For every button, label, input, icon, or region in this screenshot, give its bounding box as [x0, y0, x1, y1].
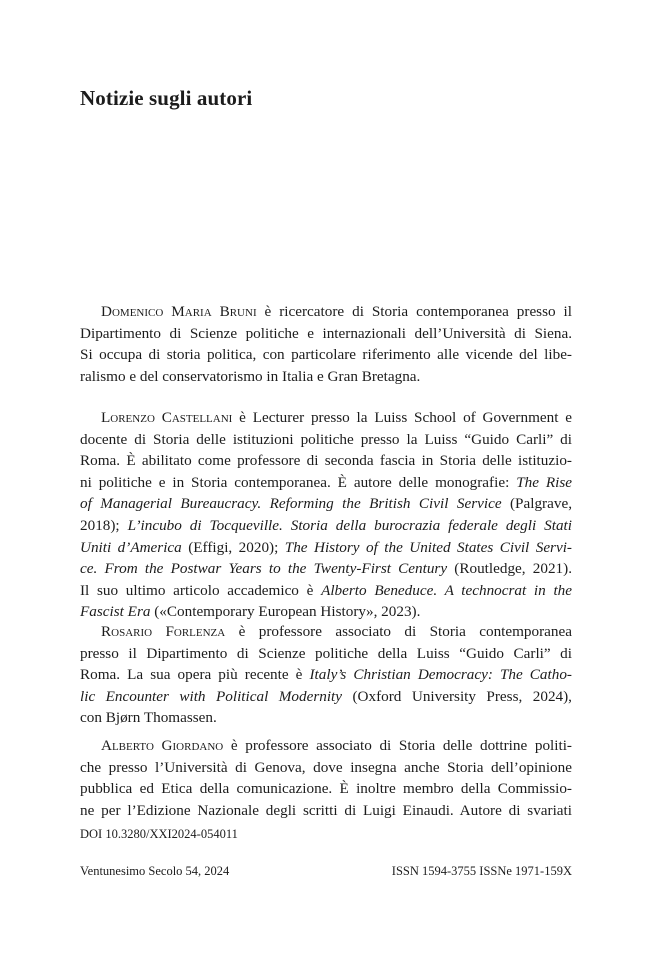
author-name: Lorenzo Castellani [101, 409, 233, 426]
author-bio-bruni [80, 301, 572, 387]
author-name: Rosario Forlenza [101, 623, 226, 640]
doi-label: DOI 10.3280/XXI2024-054011 [80, 827, 238, 841]
book-title: The History of the United States Civil Servi- [284, 538, 572, 556]
author-name: Alberto Giordano [101, 737, 224, 754]
book-title: lic Encounter with Political Modernity [80, 687, 343, 705]
article-title: Alberto Beneduce. A technocrat in the [321, 581, 573, 599]
author-bio-giordano [80, 735, 572, 821]
book-title: Uniti d’America [80, 538, 182, 556]
author-paragraph: Rosario Forlenza è professore associato di Storia contemporanea presso il Dipartimento di Scienze politiche della Luiss “Guido Carli” di Roma. La sua opera più recente è Italy’s Christian Democracy: The Catho- lic Encounter with Political Modernity (Oxford University Press, 2024), con Bjørn Thomassen. [80, 623, 572, 727]
author-name: Domenico Maria Bruni [101, 303, 257, 320]
author-bio-forlenza [80, 621, 572, 729]
issn-label: ISSN 1594-3755 ISSNe 1971-159X [391, 864, 572, 878]
page-title: Notizie sugli autori [80, 86, 253, 110]
author-paragraph: Domenico Maria Bruni è ricercatore di Storia contemporanea presso il Dipartimento di Scienze politiche e internazionali dell’Università di Siena. Si occupa di storia politica, con particolare riferimento alle vicende del libe- ralismo e del conservatorismo in Italia e Gran Bretagna. [80, 303, 572, 385]
author-paragraph: Lorenzo Castellani è Lecturer presso la Luiss School of Government e docente di Storia delle istituzioni politiche presso la Luiss “Guido Carli” di Roma. È abilitato come professore di seconda fascia in Storia delle istituzio- ni politiche e in Storia contemporanea. È autore delle monografie: The Rise of Managerial Bureaucracy. Reforming the British Civil Service (Palgrave, 2018); L’incubo di Tocqueville. Storia della burocrazia federale degli Stati Uniti d’America (Effigi, 2020); The History of the United States Civil Servi- ce. From the Postwar Years to the Twenty-First Century (Routledge, 2021). Il suo ultimo articolo accademico è Alberto Beneduce. A technocrat in the Fascist Era («Contemporary European History», 2023). [80, 409, 573, 621]
book-title: ce. From the Postwar Years to the Twenty-First Century [80, 560, 448, 578]
journal-issue: Ventunesimo Secolo 54, 2024 [80, 864, 230, 878]
book-title: The Rise [516, 473, 573, 491]
author-paragraph: Alberto Giordano è professore associato di Storia delle dottrine politi- che presso l’Università di Genova, dove insegna anche Storia dell’opinione pubblica ed Etica della comunicazione. È inoltre membro della Commissio- ne per l’Edizione Nazionale degli scritti di Luigi Einaudi. Autore di svariati [80, 737, 572, 819]
book-title: Italy’s Christian Democracy: The Catho- [309, 666, 572, 684]
article-title: Fascist Era [80, 603, 151, 621]
author-bio-castellani [80, 407, 572, 623]
book-title: L’incubo di Tocqueville. Storia della burocrazia federale degli Stati [127, 516, 572, 534]
book-title: of Managerial Bureaucracy. Reforming the British Civil Service [80, 495, 502, 513]
